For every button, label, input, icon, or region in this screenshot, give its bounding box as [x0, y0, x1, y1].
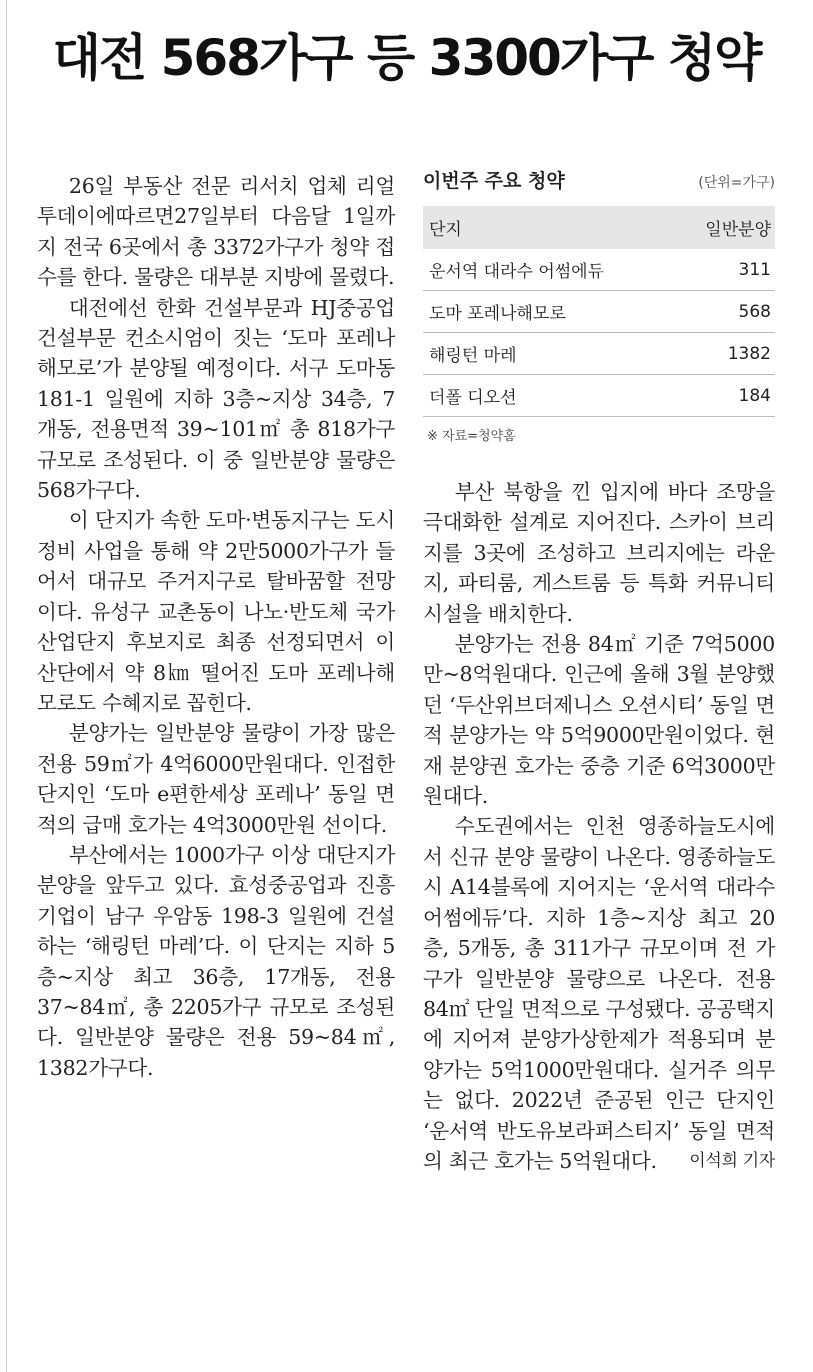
- article-column-right: [423, 477, 775, 1177]
- article-paragraph: 부산 북항을 낀 입지에 바다 조망을 극대화한 설계로 지어진다. 스카이 브리지를 3곳에 조성하고 브리지에는 라운지, 파티룸, 게스트룸 등 특화 커뮤니티 시설을 배치한다.: [423, 480, 775, 626]
- complex-name-cell: 더폴 디오션: [423, 375, 673, 417]
- article-paragraph: 이 단지가 속한 도마·변동지구는 도시정비 사업을 통해 약 2만5000가구가 들어서 대규모 주거지구로 탈바꿈할 전망이다. 유성구 교촌동이 나노·반도체 국가산업단지 후보지로 최종 선정되면서 이 산단에서 약 8㎞ 떨어진 도마 포레나해모로도 수혜지로 꼽힌다.: [37, 508, 395, 715]
- article-paragraph: 분양가는 일반분양 물량이 가장 많은 전용 59㎡가 4억6000만원대다. 인접한 단지인 ‘도마 e편한세상 포레나’ 동일 면적의 급매 호가는 4억3000만원 선이다.: [37, 721, 395, 837]
- column-header-general-sale: 일반분양: [705, 220, 771, 240]
- table-column-headers: [423, 206, 775, 249]
- subscription-table: [423, 206, 775, 417]
- table-row: [423, 249, 775, 291]
- byline: 이석희 기자: [689, 1151, 775, 1172]
- table-header-row: [423, 166, 775, 206]
- units-cell: 1382: [673, 333, 775, 375]
- table-row: [423, 375, 775, 417]
- headline: 대전 568가구 등 3300가구 청약: [52, 29, 761, 87]
- units-cell: 184: [673, 375, 775, 417]
- article-paragraph: 분양가는 전용 84㎡ 기준 7억5000만~8억원대다. 인근에 올해 3월 분양했던 ‘두산위브더제니스 오션시티’ 동일 면적 분양가는 약 5억9000만원이었다. 현재 분양권 호가는 중층 기준 6억3000만원대다.: [423, 632, 775, 809]
- complex-name-cell: 도마 포레나해모로: [423, 291, 673, 333]
- complex-name-cell: 운서역 대라수 어썸에듀: [423, 249, 673, 291]
- article-paragraph: 수도권에서는 인천 영종하늘도시에서 신규 분양 물량이 나온다. 영종하늘도시 A14블록에 지어지는 ‘운서역 대라수 어썸에듀’다. 지하 1층~지상 최고 20층, 5개동, 총 311가구 규모이며 전 가구가 일반분양 물량으로 나온다. 전용 84㎡ 단일 면적으로 구성됐다. 공공택지에 지어져 분양가상한제가 적용되며 분양가는 5억1000만원대다. 실거주 의무는 없다. 2022년 준공된 인근 단지인 ‘운서역 반도유보라퍼스티지’ 동일 면적의 최근 호가는 5억원대다.: [423, 814, 775, 1173]
- column-header-complex: 단지: [429, 220, 462, 240]
- table-unit: (단위=가구): [698, 175, 775, 191]
- table-source-note: ※ 자료=청약홈: [427, 429, 516, 444]
- article-column-left: [37, 171, 395, 1083]
- table-row: [423, 333, 775, 375]
- table-title: 이번주 주요 청약: [423, 170, 565, 192]
- complex-name-cell: 해링턴 마레: [423, 333, 673, 375]
- page-edge-line: [6, 0, 7, 1372]
- article-paragraph: 대전에선 한화 건설부문과 HJ중공업 건설부문 컨소시엄이 짓는 ‘도마 포레나해모로’가 분양될 예정이다. 서구 도마동 181-1 일원에 지하 3층~지상 34층, 7개동, 전용면적 39~101㎡ 총 818가구 규모로 조성된다. 이 중 일반분양 물량은 568가구다.: [37, 295, 395, 503]
- article-paragraph: 부산에서는 1000가구 이상 대단지가 분양을 앞두고 있다. 효성중공업과 진흥기업이 남구 우암동 198-3 일원에 건설하는 ‘해링턴 마레’다. 이 단지는 지하 5층~지상 최고 36층, 17개동, 전용 37~84㎡, 총 2205가구 규모로 조성된다. 일반분양 물량은 전용 59~84㎡, 1382가구다.: [37, 842, 395, 1080]
- units-cell: 311: [673, 249, 775, 291]
- units-cell: 568: [673, 291, 775, 333]
- table-row: [423, 291, 775, 333]
- subscription-table-box: [423, 166, 775, 444]
- article-paragraph: 26일 부동산 전문 리서치 업체 리얼투데이에따르면27일부터 다음달 1일까지 전국 6곳에서 총 3372가구가 청약 접수를 한다. 물량은 대부분 지방에 몰렸다.: [37, 174, 395, 290]
